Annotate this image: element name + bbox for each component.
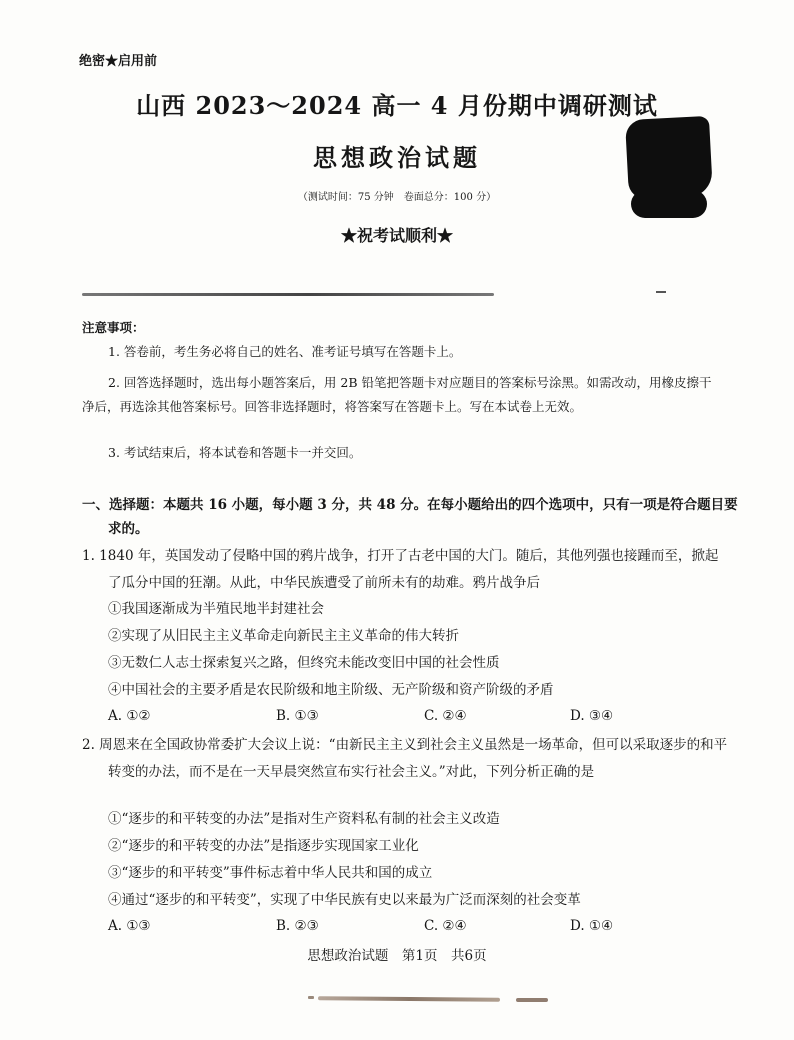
question-1-choice-d[interactable]: D. ③④ xyxy=(570,708,614,724)
redaction-mark xyxy=(627,118,713,222)
header-divider xyxy=(82,293,494,296)
scan-artifact-line xyxy=(318,996,500,1002)
note-item-2: 2. 回答选择题时，选出每小题答案后，用 2B 铅笔把答题卡对应题目的答案标号涂黑。如需改动，用橡皮擦干净后，再选涂其他答案标号。回答非选择题时，将答案写在答题卡上。写在本试卷上无效。 xyxy=(82,375,712,414)
question-2-choice-d[interactable]: D. ①④ xyxy=(570,918,614,934)
scan-artifact-dot xyxy=(308,996,314,999)
section-heading: 一、选择题：本题共 16 小题，每小题 3 分，共 48 分。在每小题给出的四个选项中，只有一项是符合题目要求的。 xyxy=(82,497,738,537)
scan-artifact-dash xyxy=(516,998,548,1002)
exam-time-score: （测试时间：75 分钟 卷面总分：100 分） xyxy=(297,192,497,203)
redaction-blob-top xyxy=(625,116,713,200)
page-footer: 思想政治试题 第1页 共6页 xyxy=(307,948,487,964)
question-2-choice-a[interactable]: A. ①③ xyxy=(108,918,151,934)
question-2-statement-3: ③“逐步的和平转变”事件标志着中华人民共和国的成立 xyxy=(108,865,433,881)
question-2-choice-c[interactable]: C. ②④ xyxy=(424,918,467,934)
divider-dash xyxy=(656,291,666,293)
question-2-choice-b[interactable]: B. ②③ xyxy=(276,918,319,934)
question-2-stem: 2. 周恩来在全国政协常委扩大会议上说：“由新民主主义到社会主义虽然是一场革命，但可以采取逐步的和平转变的办法，而不是在一天早晨突然宣布实行社会主义。”对此，下列分析正确的是 xyxy=(82,737,728,780)
redaction-blob-bottom xyxy=(631,190,707,218)
good-luck-line: ★祝考试顺利★ xyxy=(340,226,453,245)
note-item-1: 1. 答卷前，考生务必将自己的姓名、准考证号填写在答题卡上。 xyxy=(108,344,462,359)
question-1-choice-c[interactable]: C. ②④ xyxy=(424,708,467,724)
question-2-statement-1: ①“逐步的和平转变的办法”是指对生产资料私有制的社会主义改造 xyxy=(108,811,500,827)
question-1-choice-a[interactable]: A. ①② xyxy=(108,708,151,724)
question-1-statement-3: ③无数仁人志士探索复兴之路，但终究未能改变旧中国的社会性质 xyxy=(108,655,500,671)
question-1-statement-4: ④中国社会的主要矛盾是农民阶级和地主阶级、无产阶级和资产阶级的矛盾 xyxy=(108,682,554,698)
notes-title: 注意事项： xyxy=(82,320,145,335)
question-1-statement-2: ②实现了从旧民主主义革命走向新民主主义革命的伟大转折 xyxy=(108,628,459,644)
question-1-statement-1: ①我国逐渐成为半殖民地半封建社会 xyxy=(108,601,324,617)
question-2-statement-4: ④通过“逐步的和平转变”，实现了中华民族有史以来最为广泛而深刻的社会变革 xyxy=(108,892,581,908)
exam-title: 山西 2023～2024 高一 4 月份期中调研测试 xyxy=(136,91,658,120)
question-1-choice-b[interactable]: B. ①③ xyxy=(276,708,319,724)
exam-subject: 思想政治试题 xyxy=(313,143,481,172)
question-2-statement-2: ②“逐步的和平转变的办法”是指逐步实现国家工业化 xyxy=(108,838,419,854)
question-1-stem: 1. 1840 年，英国发动了侵略中国的鸦片战争，打开了古老中国的大门。随后，其他列强也接踵而至，掀起了瓜分中国的狂潮。从此，中华民族遭受了前所未有的劫难。鸦片战争后 xyxy=(82,548,719,591)
secret-label: 绝密★启用前 xyxy=(79,54,158,69)
note-item-3: 3. 考试结束后，将本试卷和答题卡一并交回。 xyxy=(108,445,362,460)
